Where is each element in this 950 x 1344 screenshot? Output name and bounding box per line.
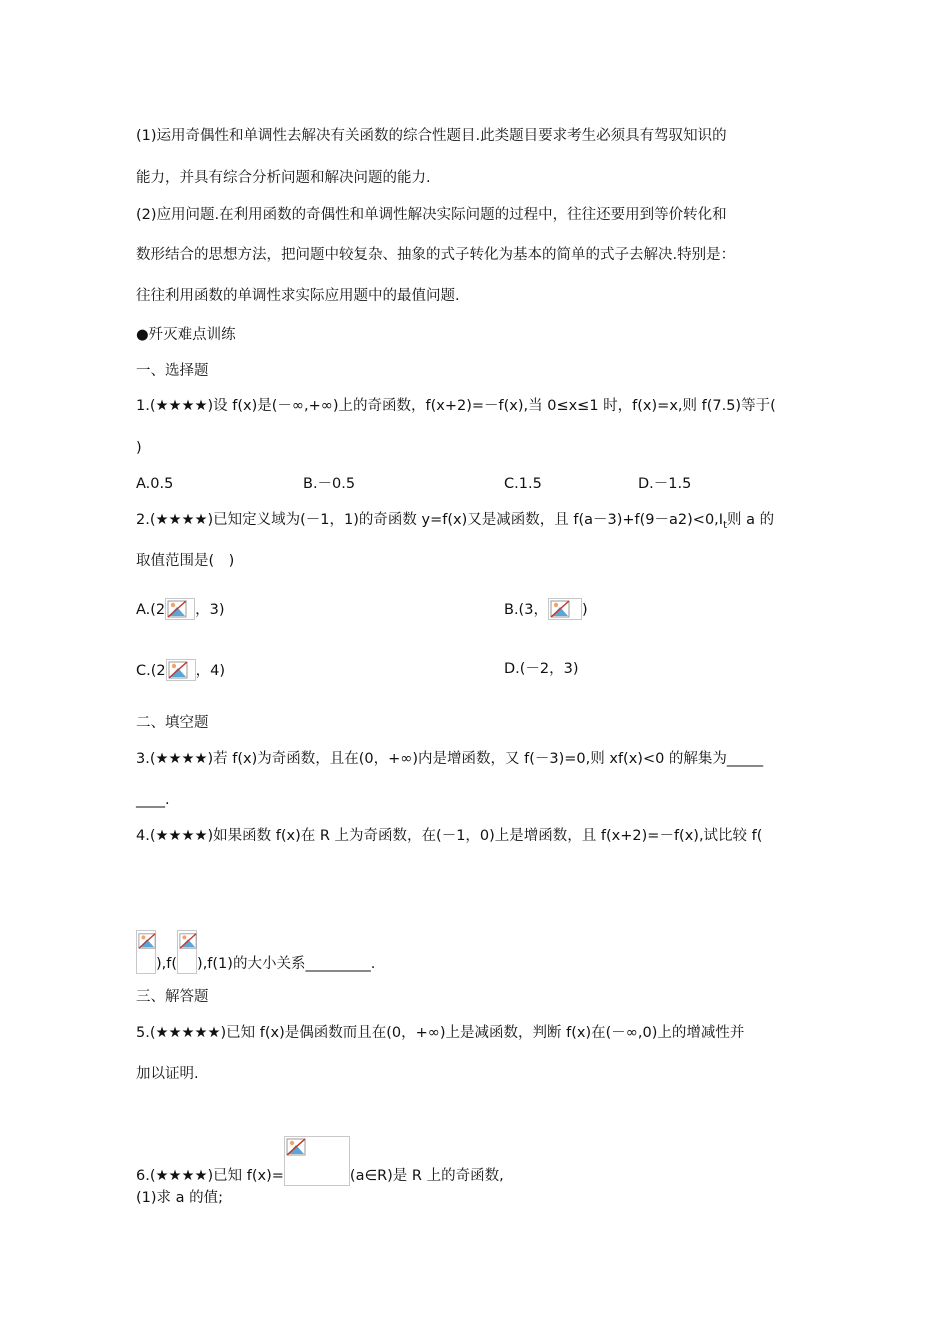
- q6-pre: 6.(★★★★)已知 f(x)=: [136, 1168, 284, 1184]
- q2-option-c-pre: C.(2: [136, 663, 166, 679]
- q4-line1: 4.(★★★★)如果函数 f(x)在 R 上为奇函数，在(－1，0)上是增函数，且 f(x+2)=－f(x),试比较 f(: [136, 828, 763, 844]
- q2-option-a: [136, 598, 225, 620]
- q2-option-b: [504, 598, 588, 620]
- q3-line2: ____.: [136, 792, 170, 808]
- q2-line1-end: 则 a 的: [726, 512, 775, 528]
- q1-option-d: D.－1.5: [638, 476, 692, 492]
- q2-option-a-post: ，3): [195, 602, 225, 618]
- q2-line2: 取值范围是( ): [136, 553, 235, 569]
- q3-line1: 3.(★★★★)若 f(x)为奇函数，且在(0，+∞)内是增函数，又 f(－3)=0,则 xf(x)<0 的解集为_____: [136, 751, 764, 767]
- broken-image-icon: [284, 1136, 350, 1186]
- broken-image-icon: [165, 598, 195, 620]
- intro-p1-line2: 能力，并具有综合分析问题和解决问题的能力.: [136, 170, 431, 186]
- q4-seg2: ),f(1)的大小关系_________.: [197, 956, 376, 972]
- q1-line1: 1.(★★★★)设 f(x)是(－∞,+∞)上的奇函数，f(x+2)=－f(x),当 0≤x≤1 时，f(x)=x,则 f(7.5)等于(: [136, 398, 776, 414]
- q6-sub1: (1)求 a 的值;: [136, 1190, 224, 1206]
- section-answer-heading: 三、解答题: [136, 989, 209, 1005]
- q2-option-a-pre: A.(2: [136, 602, 166, 618]
- q2-line1-sub: t: [723, 519, 727, 531]
- q2-option-d: D.(－2，3): [504, 661, 579, 677]
- q1-line2: ): [136, 440, 142, 456]
- q6-line: [136, 1136, 504, 1186]
- q1-option-c: C.1.5: [504, 476, 542, 492]
- q5-line1: 5.(★★★★★)已知 f(x)是偶函数而且在(0，+∞)上是减函数，判断 f(x)在(－∞,0)上的增减性并: [136, 1025, 745, 1041]
- training-heading: ●歼灭难点训练: [136, 327, 236, 343]
- q2-option-c: [136, 659, 225, 681]
- broken-image-icon: [177, 930, 197, 974]
- section-fill-heading: 二、填空题: [136, 715, 209, 731]
- intro-p2-line2: 数形结合的思想方法，把问题中较复杂、抽象的式子转化为基本的简单的式子去解决.特别是：: [136, 247, 736, 263]
- q2-line1: [136, 510, 774, 536]
- intro-p1-line1: (1)运用奇偶性和单调性去解决有关函数的综合性题目.此类题目要求考生必须具有驾驭知识的: [136, 128, 727, 144]
- section-choice-heading: 一、选择题: [136, 363, 209, 379]
- broken-image-icon: [548, 598, 582, 620]
- broken-image-icon: [136, 930, 156, 974]
- q2-option-b-pre: B.(3，: [504, 602, 548, 618]
- broken-image-icon: [166, 659, 196, 681]
- q2-option-c-post: ，4): [195, 663, 226, 679]
- q1-option-a: A.0.5: [136, 476, 174, 492]
- q5-line2: 加以证明.: [136, 1066, 199, 1082]
- q2-option-b-post: ): [581, 602, 588, 618]
- q2-line1-glitch: I: [718, 512, 724, 528]
- q6-post: (a∈R)是 R 上的奇函数,: [349, 1168, 504, 1184]
- q1-option-b: B.－0.5: [303, 476, 356, 492]
- q2-line1-text: 2.(★★★★)已知定义域为(－1，1)的奇函数 y=f(x)又是减函数，且 f(a－3)+f(9－a2)<0,: [136, 512, 719, 528]
- q4-seg1: ),f(: [156, 956, 178, 972]
- q4-line2: [136, 930, 375, 974]
- intro-p2-line1: (2)应用问题.在利用函数的奇偶性和单调性解决实际问题的过程中，往往还要用到等价转化和: [136, 207, 727, 223]
- intro-p2-line3: 往往利用函数的单调性求实际应用题中的最值问题.: [136, 288, 460, 304]
